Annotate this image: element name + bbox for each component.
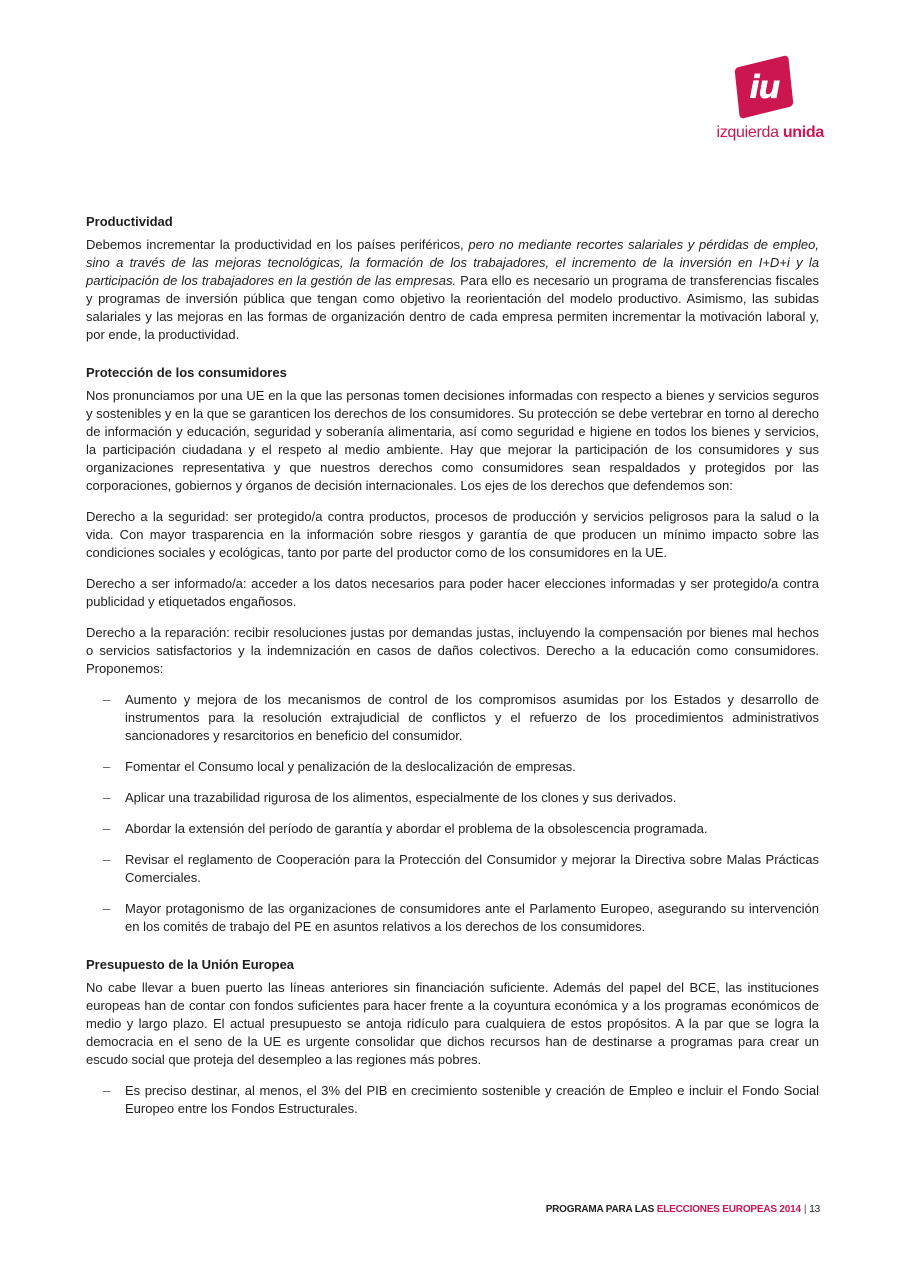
list-item-text: Revisar el reglamento de Cooperación para la Protección del Consumidor y mejorar la Directiva sobre Malas Prácticas Comerciales. <box>125 852 819 885</box>
bullet-list <box>86 691 819 936</box>
list-item <box>86 1082 819 1118</box>
paragraph: Derecho a la reparación: recibir resoluciones justas por demandas justas, incluyendo la compensación por bienes mal hechos o servicios satisfactorios y la indemnización en casos de daños colectivos. Derecho a la educación como consumidores. Proponemos: <box>86 625 819 676</box>
paragraph: Derecho a la seguridad: ser protegido/a contra productos, procesos de producción y servicios peligrosos para la salud o la vida. Con mayor trasparencia en la información sobre riesgos y garantía de que producen un mínimo impacto sobre las condiciones sociales y ecológicas, tanto por parte del productor como de los consumidores en la UE. <box>86 509 819 560</box>
list-item <box>86 789 819 807</box>
page-number: 13 <box>809 1204 820 1215</box>
paragraph: Nos pronunciamos por una UE en la que las personas tomen decisiones informadas con respecto a bienes y servicios seguros y sostenibles y en la que se garanticen los derechos de los consumidores. Su protección se debe vertebrar en torno al derecho de información y educación, seguridad y soberanía alimentaria, así como seguridad e higiene en todos los bienes y servicios, la participación ciudadana y el respeto al medio ambiente. Hay que mejorar la participación de los consumidores y sus organizaciones representativa y que nuestros derechos como consumidores sean respaldados y protegidos por las corporaciones, gobiernos y órganos de decisión internacionales. Los ejes de los derechos que defendemos son: <box>86 388 819 493</box>
list-item <box>86 851 819 887</box>
list-item-text: Aumento y mejora de los mecanismos de control de los compromisos asumidas por los Estados y desarrollo de instrumentos para la resolución extrajudicial de conflictos y el refuerzo de los procedimientos administrativos sancionadores y resarcitorios en beneficio del consumidor. <box>125 692 819 743</box>
dash-bullet: – <box>103 1083 111 1098</box>
logo-word-bold: unida <box>782 124 824 141</box>
list-item <box>86 691 819 745</box>
bullet-list <box>86 1082 819 1118</box>
dash-bullet: – <box>103 790 111 805</box>
dash-bullet: – <box>103 692 111 707</box>
dash-bullet: – <box>103 901 111 916</box>
list-item <box>86 900 819 936</box>
productividad-text-start: Debemos incrementar la productividad en los países periféricos, <box>86 237 469 252</box>
dash-bullet: – <box>103 821 111 836</box>
dash-bullet: – <box>103 759 111 774</box>
productividad-text-end: Para ello es necesario un programa de transferencias fiscales y programas de inversión pública que tengan como objetivo la reorientación del modelo productivo. Asimismo, las subidas salariales y las mejoras en las formas de organización dentro de cada empresa permiten incrementar la motivación laboral y, por ende, la productividad. <box>86 273 819 342</box>
footer-separator: | <box>803 1204 807 1215</box>
section-productividad <box>86 213 819 344</box>
section-proteccion-consumidores <box>86 364 819 936</box>
logo-wordmark <box>702 124 824 142</box>
list-item <box>86 820 819 838</box>
section-heading: Protección de los consumidores <box>86 365 287 380</box>
section-presupuesto-ue <box>86 956 819 1118</box>
footer-prefix: PROGRAMA PARA LAS <box>545 1204 657 1215</box>
list-item <box>86 758 819 776</box>
page-footer <box>546 1204 820 1215</box>
list-item-text: Aplicar una trazabilidad rigurosa de los alimentos, especialmente de los clones y sus derivados. <box>125 790 677 805</box>
dash-bullet: – <box>103 852 111 867</box>
footer-highlight: ELECCIONES EUROPEAS 2014 <box>656 1204 801 1215</box>
logo-mark-text: iu <box>749 68 779 106</box>
list-item-text: Fomentar el Consumo local y penalización de la deslocalización de empresas. <box>125 759 576 774</box>
logo-word-regular: izquierda <box>716 124 779 141</box>
list-item-text: Mayor protagonismo de las organizaciones de consumidores ante el Parlamento Europeo, asegurando su intervención en los comités de trabajo del PE en asuntos relativos a los derechos de los consumidores. <box>125 901 819 934</box>
izquierda-unida-logo <box>716 58 824 148</box>
iu-logo-mark <box>734 55 793 119</box>
paragraph: No cabe llevar a buen puerto las líneas anteriores sin financiación suficiente. Además del papel del BCE, las instituciones europeas han de contar con fondos suficientes para hacer frente a la coyuntura económica y a los programas económicos de medio y largo plazo. El actual presupuesto se antoja ridículo para cualquiera de estos propósitos. A la par que se logra la democracia en el seno de la UE es urgente consolidar que dichos recursos han de destinarse a programas para crear un escudo social que proteja del desempleo a las regiones más pobres. <box>86 980 819 1067</box>
paragraph: Derecho a ser informado/a: acceder a los datos necesarios para poder hacer elecciones informadas y ser protegido/a contra publicidad y etiquetados engañosos. <box>86 576 819 609</box>
list-item-text: Abordar la extensión del período de garantía y abordar el problema de la obsolescencia programada. <box>125 821 708 836</box>
list-item-text: Es preciso destinar, al menos, el 3% del PIB en crecimiento sostenible y creación de Empleo e incluir el Fondo Social Europeo entre los Fondos Estructurales. <box>125 1083 819 1116</box>
document-body <box>86 213 819 1138</box>
productividad-text-italic: pero no mediante recortes salariales y pérdidas de empleo, sino a través de las mejoras tecnológicas, la formación de los trabajadores, el incremento de la inversión en I+D+i y la participación de los trabajadores en la gestión de las empresas. <box>86 237 819 288</box>
productividad-paragraph <box>86 236 819 344</box>
section-heading: Presupuesto de la Unión Europea <box>86 957 295 972</box>
section-heading: Productividad <box>86 214 173 229</box>
